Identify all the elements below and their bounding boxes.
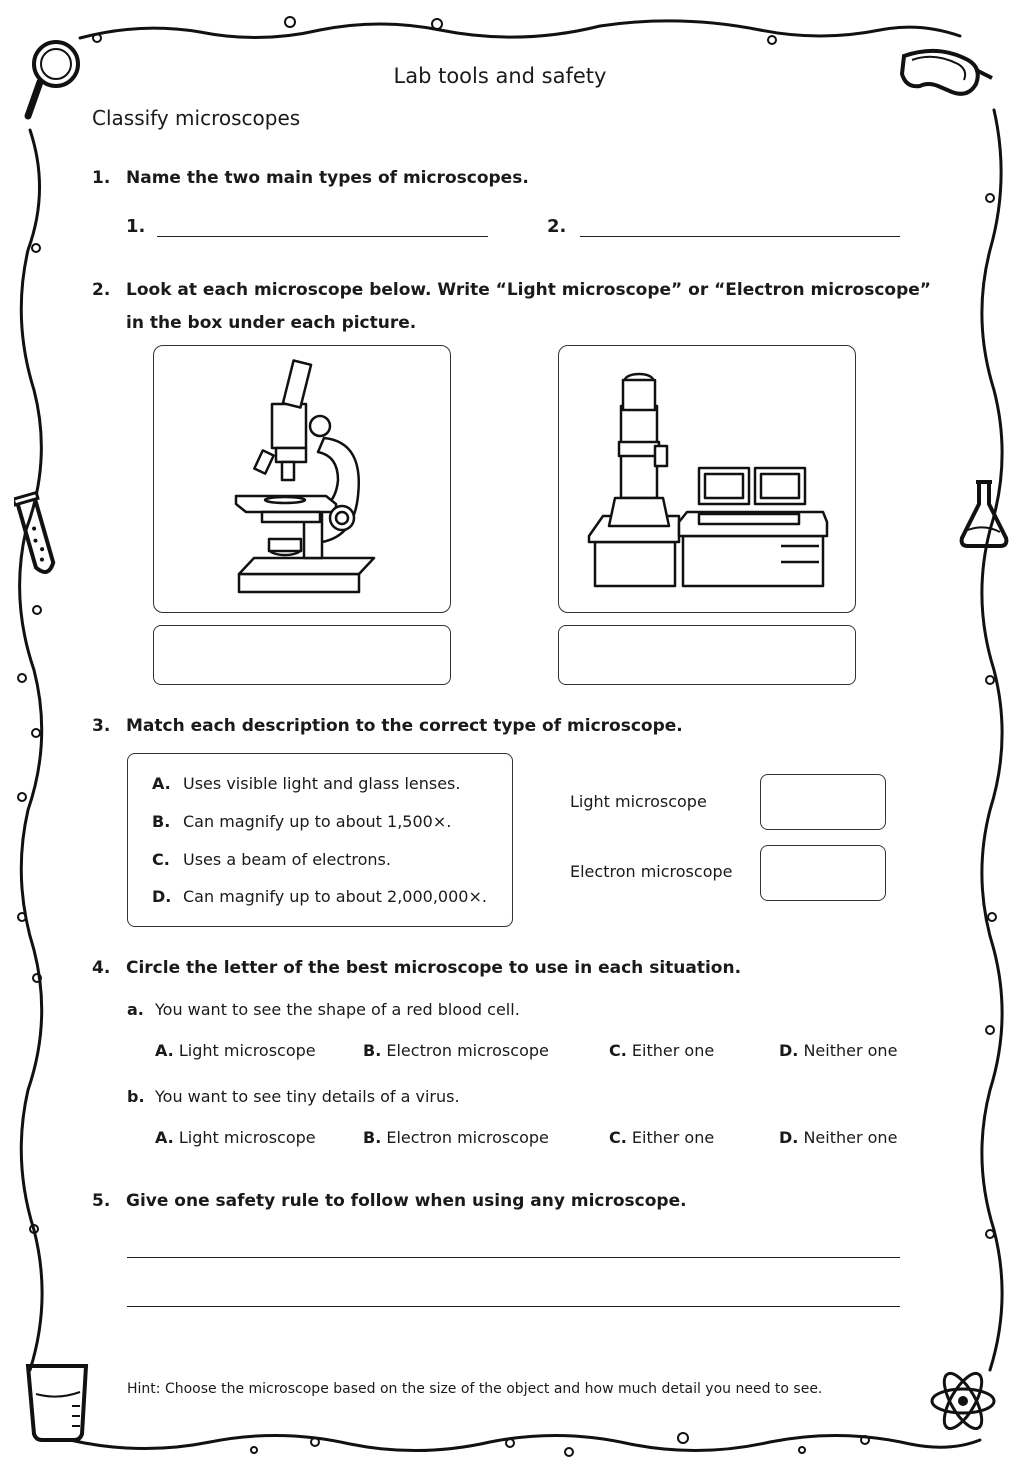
option-letter: A. (155, 1128, 174, 1147)
option-text: Neither one (803, 1041, 898, 1060)
test-tube-icon (14, 488, 60, 582)
answer-line-q5-2[interactable] (127, 1306, 900, 1307)
question-text: Name the two main types of microscopes. (126, 168, 529, 188)
option-letter: B. (363, 1041, 382, 1060)
description-item (152, 774, 460, 793)
question-number: 2. (92, 280, 111, 300)
question-text: Give one safety rule to follow when using any microscope. (126, 1191, 687, 1211)
light-microscope-icon (154, 346, 450, 612)
option-b-electron[interactable] (363, 1128, 549, 1147)
description-letter: B. (152, 812, 171, 831)
description-item (152, 850, 391, 869)
subquestion-text: You want to see the shape of a red blood cell. (155, 1000, 520, 1019)
question-text: Circle the letter of the best microscope to use in each situation. (126, 958, 742, 978)
answer-label-2: 2. (547, 216, 567, 237)
answer-line-q5-1[interactable] (127, 1257, 900, 1258)
question-number: 4. (92, 958, 111, 978)
option-text: Light microscope (178, 1041, 316, 1060)
section-subtitle: Classify microscopes (92, 106, 301, 130)
option-b-either[interactable] (609, 1128, 714, 1147)
description-text: Uses a beam of electrons. (183, 850, 391, 869)
description-item (152, 887, 487, 906)
description-text: Uses visible light and glass lenses. (183, 774, 461, 793)
option-a-light[interactable] (155, 1041, 316, 1060)
question-text-line-2: in the box under each picture. (126, 313, 417, 333)
option-letter: C. (609, 1128, 627, 1147)
question-number: 5. (92, 1191, 111, 1211)
question-text-line-1: Look at each microscope below. Write “Light microscope” or “Electron microscope” (126, 280, 931, 300)
answer-line-2[interactable] (580, 236, 900, 237)
subquestion-letter: b. (127, 1087, 145, 1106)
description-box (127, 753, 513, 927)
option-text: Electron microscope (386, 1041, 549, 1060)
question-number: 3. (92, 716, 111, 736)
option-text: Electron microscope (386, 1128, 549, 1147)
beaker-icon (22, 1360, 94, 1444)
match-label-light: Light microscope (570, 792, 707, 811)
option-text: Either one (631, 1041, 715, 1060)
match-box-electron[interactable] (760, 845, 886, 901)
option-letter: D. (779, 1128, 799, 1147)
light-microscope-picture-box (153, 345, 451, 613)
option-a-either[interactable] (609, 1041, 714, 1060)
atom-icon (928, 1366, 998, 1436)
subquestion-text: You want to see tiny details of a virus. (155, 1087, 460, 1106)
answer-line-1[interactable] (157, 236, 488, 237)
option-b-light[interactable] (155, 1128, 316, 1147)
option-text: Neither one (803, 1128, 898, 1147)
subquestion-a (127, 1000, 520, 1019)
option-b-neither[interactable] (779, 1128, 897, 1147)
question-text: Match each description to the correct type of microscope. (126, 716, 683, 736)
option-a-electron[interactable] (363, 1041, 549, 1060)
option-text: Light microscope (178, 1128, 316, 1147)
light-microscope-answer-box[interactable] (153, 625, 451, 685)
description-text: Can magnify up to about 1,500×. (183, 812, 452, 831)
description-text: Can magnify up to about 2,000,000×. (183, 887, 487, 906)
question-number: 1. (92, 168, 111, 188)
subquestion-b (127, 1087, 460, 1106)
description-item (152, 812, 451, 831)
flask-icon (956, 476, 1012, 550)
option-a-neither[interactable] (779, 1041, 897, 1060)
option-letter: D. (779, 1041, 799, 1060)
option-letter: A. (155, 1041, 174, 1060)
description-letter: A. (152, 774, 171, 793)
answer-label-1: 1. (126, 216, 146, 237)
option-letter: B. (363, 1128, 382, 1147)
option-text: Either one (631, 1128, 715, 1147)
page-title: Lab tools and safety (393, 64, 607, 88)
hint-text: Hint: Choose the microscope based on the size of the object and how much detail you need to see. (127, 1381, 823, 1397)
electron-microscope-answer-box[interactable] (558, 625, 856, 685)
match-label-electron: Electron microscope (570, 862, 733, 881)
electron-microscope-icon (559, 346, 855, 612)
description-letter: C. (152, 850, 170, 869)
description-letter: D. (152, 887, 172, 906)
subquestion-letter: a. (127, 1000, 144, 1019)
match-box-light[interactable] (760, 774, 886, 830)
electron-microscope-picture-box (558, 345, 856, 613)
option-letter: C. (609, 1041, 627, 1060)
